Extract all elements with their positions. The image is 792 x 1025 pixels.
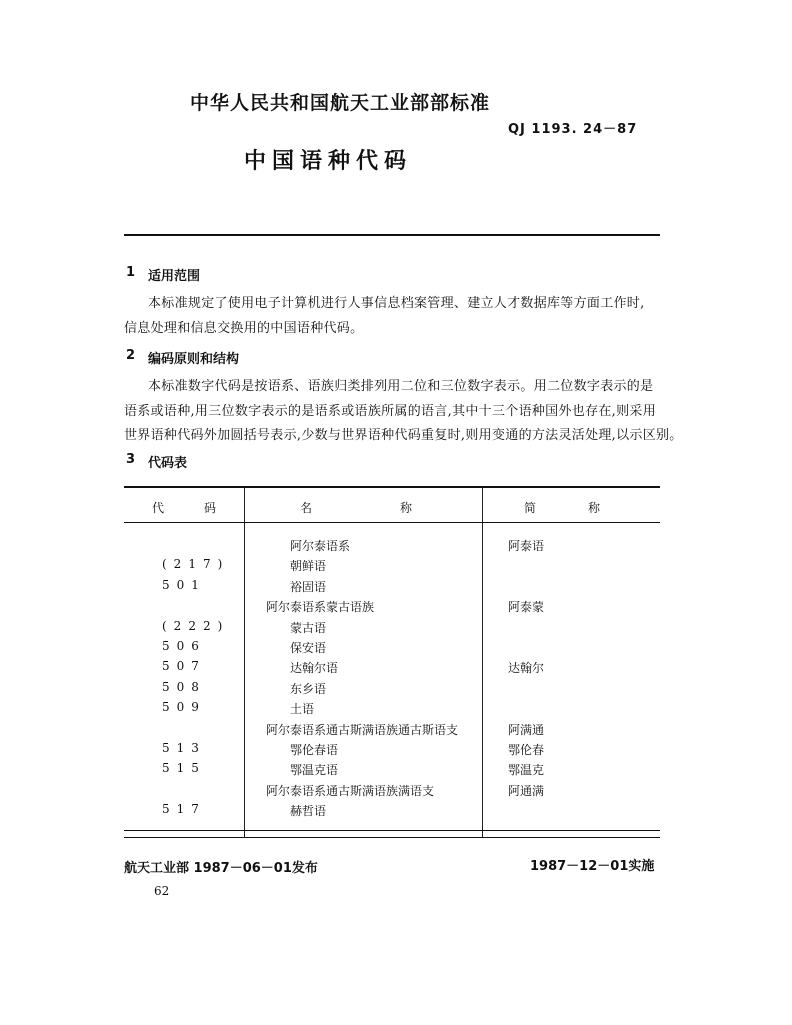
- section-2-line-3: 世界语种代码外加圆括号表示,少数与世界语种代码重复时,则用变通的方法灵活处理,以示区别。: [124, 428, 683, 443]
- section-2-line-2: 语系或语种,用三位数字表示的是语系或语族所属的语言,其中十三个语种国外也存在,则采用: [124, 404, 656, 419]
- table-bottom-rule-2: [124, 837, 660, 838]
- section-1-line-1: 本标准规定了使用电子计算机进行人事信息档案管理、建立人才数据库等方面工作时,: [148, 296, 645, 311]
- header-name-char-2: 称: [400, 501, 413, 515]
- table-cell-code: 515: [162, 761, 206, 775]
- table-cell-short: 达翰尔: [508, 661, 545, 675]
- table-cell-name: 保安语: [290, 641, 327, 655]
- title-divider: [124, 234, 660, 236]
- table-cell-code: 507: [162, 659, 206, 673]
- table-header-rule: [124, 522, 660, 523]
- table-bottom-rule-1: [124, 830, 660, 831]
- table-cell-code: (217): [162, 557, 230, 571]
- table-cell-short: 阿满通: [508, 723, 545, 737]
- table-cell-name: 蒙古语: [290, 621, 327, 635]
- header-name-char-1: 名: [300, 501, 313, 515]
- header-code-char-1: 代: [152, 501, 165, 515]
- table-cell-short: 鄂温克: [508, 763, 545, 777]
- table-cell-code: 513: [162, 741, 206, 755]
- standard-title: 中华人民共和国航天工业部部标准: [190, 92, 491, 114]
- document-title: 中国语种代码: [244, 149, 413, 174]
- section-2-title: 编码原则和结构: [148, 352, 240, 367]
- section-1-title: 适用范围: [148, 269, 201, 284]
- table-cell-short: 阿泰语: [508, 539, 545, 553]
- table-top-rule: [124, 486, 660, 488]
- table-cell-short: 阿泰蒙: [508, 600, 545, 614]
- table-col-divider-1: [244, 488, 245, 838]
- table-cell-short: 阿通满: [508, 784, 545, 798]
- table-cell-short: 鄂伦春: [508, 743, 545, 757]
- table-cell-code: 501: [162, 578, 206, 592]
- section-1-line-2: 信息处理和信息交换用的中国语种代码。: [124, 321, 364, 336]
- table-cell-code: 508: [162, 680, 206, 694]
- section-3-title: 代码表: [148, 456, 188, 471]
- table-cell-code: 506: [162, 639, 206, 653]
- table-cell-name: 土语: [290, 702, 315, 716]
- standard-code: QJ 1193. 24－87: [508, 122, 638, 137]
- table-cell-name: 鄂温克语: [290, 763, 339, 777]
- table-col-divider-2: [482, 488, 483, 838]
- table-cell-name: 达翰尔语: [290, 661, 339, 675]
- section-2-line-1: 本标准数字代码是按语系、语族归类排列用二位和三位数字表示。用二位数字表示的是: [148, 379, 654, 394]
- table-cell-name: 鄂伦春语: [290, 743, 339, 757]
- table-cell-code: 517: [162, 802, 206, 816]
- table-cell-code: (222): [162, 619, 230, 633]
- table-cell-name: 阿尔泰语系通古斯满语族通古斯语支: [266, 723, 459, 737]
- table-cell-name: 朝鲜语: [290, 559, 327, 573]
- header-short-char-2: 称: [588, 501, 601, 515]
- table-cell-name: 阿尔泰语系: [290, 539, 351, 553]
- issue-info: 航天工业部 1987－06－01发布: [124, 861, 318, 876]
- table-cell-name: 阿尔泰语系通古斯满语族满语支: [266, 784, 435, 798]
- table-cell-name: 阿尔泰语系蒙古语族: [266, 600, 375, 614]
- effective-date: 1987－12－01实施: [530, 859, 655, 874]
- table-cell-name: 东乡语: [290, 682, 327, 696]
- header-short-char-1: 简: [524, 501, 537, 515]
- header-code-char-2: 码: [204, 501, 217, 515]
- table-cell-name: 赫哲语: [290, 804, 327, 818]
- section-3-number: 3: [126, 452, 136, 467]
- page-number: 62: [154, 884, 170, 898]
- section-2-number: 2: [126, 348, 136, 363]
- section-1-number: 1: [126, 265, 136, 280]
- table-cell-code: 509: [162, 700, 206, 714]
- table-cell-name: 裕固语: [290, 580, 327, 594]
